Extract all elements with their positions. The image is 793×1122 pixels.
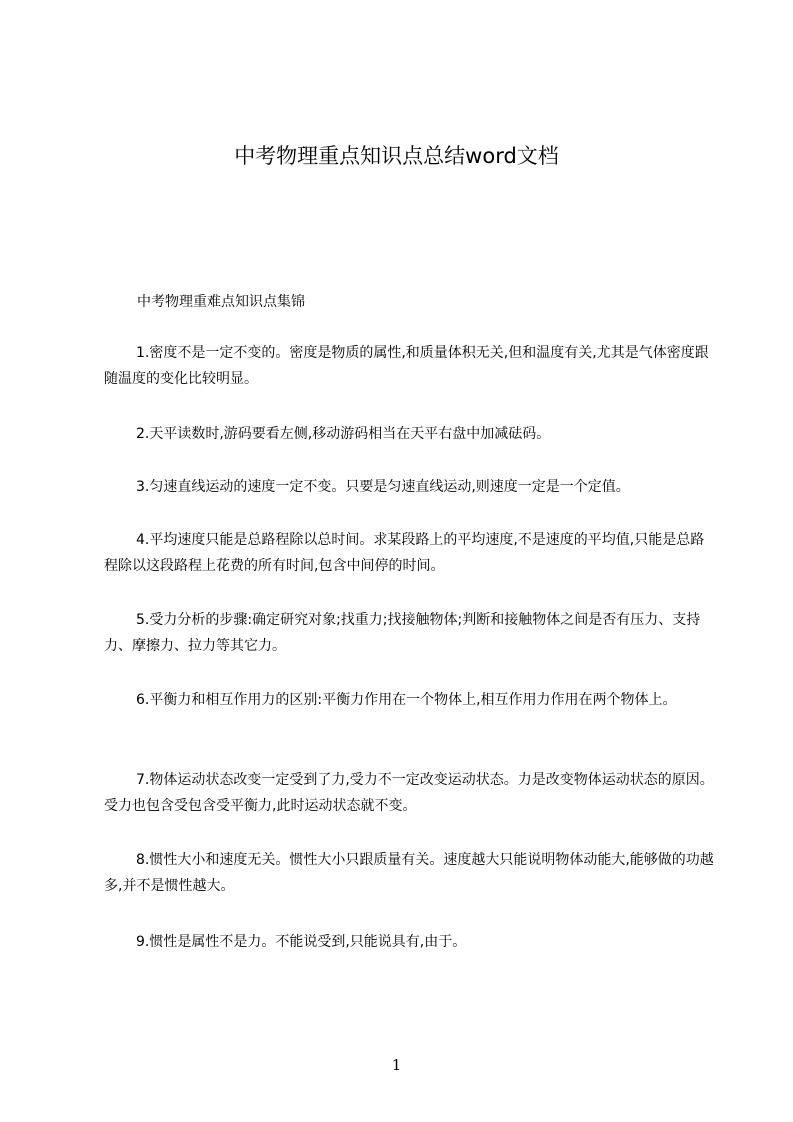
list-item: 2.天平读数时,游码要看左侧,移动游码相当在天平右盘中加减砝码。 [136, 426, 551, 442]
list-item: 4.平均速度只能是总路程除以总时间。求某段路上的平均速度,不是速度的平均值,只能是总路程除以这段路程上花费的所有时间,包含中间停的时间。 [104, 532, 705, 574]
list-item: 5.受力分析的步骤:确定研究对象;找重力;找接触物体;判断和接触物体之间是否有压力、支持力、摩擦力、拉力等其它力。 [104, 612, 701, 654]
document-title: 中考物理重点知识点总结word文档 [234, 144, 559, 168]
section-heading: 中考物理重难点知识点集锦 [137, 294, 305, 310]
list-item: 9.惯性是属性不是力。不能说受到,只能说具有,由于。 [136, 934, 467, 950]
list-item: 8.惯性大小和速度无关。惯性大小只跟质量有关。速度越大只能说明物体动能大,能够做的功越多,并不是惯性越大。 [104, 852, 714, 894]
list-item: 6.平衡力和相互作用力的区别:平衡力作用在一个物体上,相互作用力作用在两个物体上。 [136, 692, 677, 708]
list-item: 3.匀速直线运动的速度一定不变。只要是匀速直线运动,则速度一定是一个定值。 [136, 479, 630, 495]
list-item: 7.物体运动状态改变一定受到了力,受力不一定改变运动状态。力是改变物体运动状态的原因。受力也包含受包含受平衡力,此时运动状态就不变。 [104, 772, 714, 814]
list-item: 1.密度不是一定不变的。密度是物质的属性,和质量体积无关,但和温度有关,尤其是气体密度跟随温度的变化比较明显。 [104, 345, 709, 387]
page-number: 1 [391, 1056, 402, 1074]
